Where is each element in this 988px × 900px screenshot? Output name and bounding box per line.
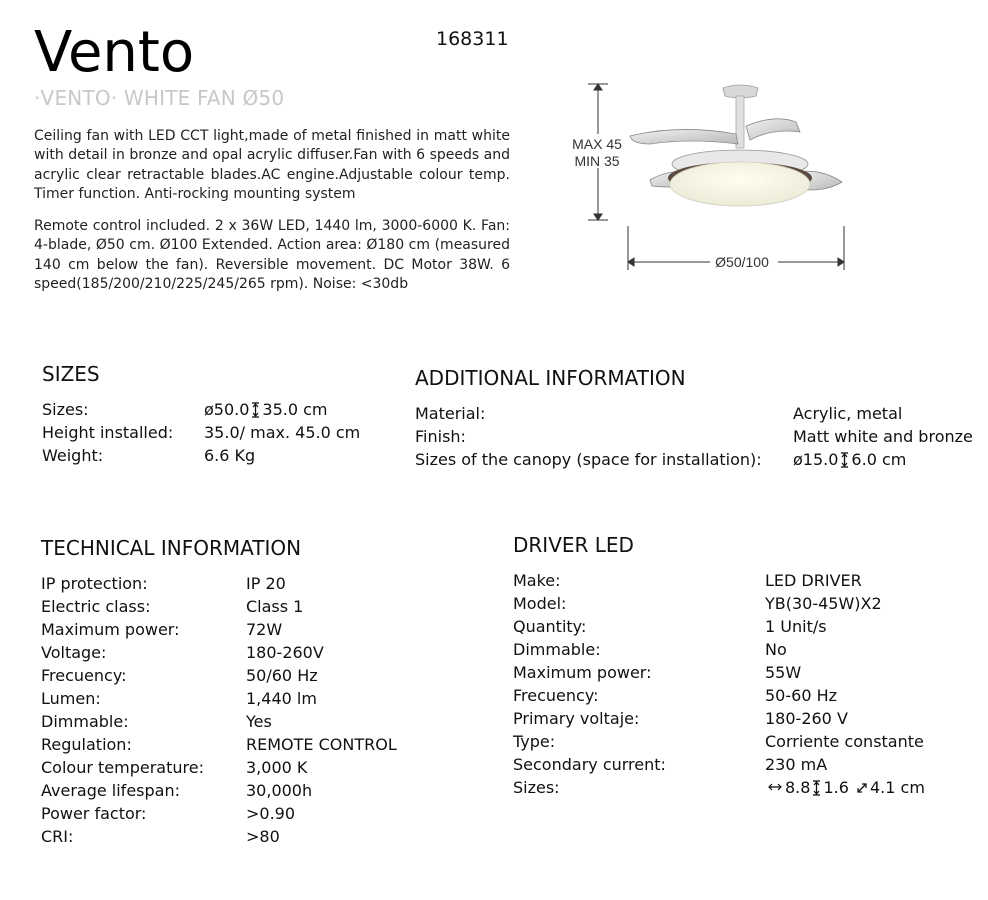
row-label: Make: bbox=[513, 571, 561, 590]
technical-row bbox=[41, 687, 461, 710]
technical-row bbox=[41, 641, 461, 664]
width-arrow-icon bbox=[767, 782, 783, 792]
driver-row bbox=[513, 661, 973, 684]
driver-row-sizes bbox=[513, 776, 973, 799]
row-label: Maximum power: bbox=[513, 663, 652, 682]
additional-row-material bbox=[415, 402, 980, 425]
height-arrow-icon bbox=[251, 402, 260, 418]
description-paragraph-1: Ceiling fan with LED CCT light,made of metal finished in matt white with detail in bronze and opal acrylic diffuser.Fan with 6 speeds and acrylic clear retractable blades.AC engine.Adjustable colour temp. Timer function. Anti-rocking mounting system bbox=[34, 128, 510, 202]
row-value: 1 Unit/s bbox=[765, 617, 827, 636]
height-value: 1.6 bbox=[823, 778, 849, 797]
row-value: 35.0/ max. 45.0 cm bbox=[204, 423, 361, 442]
row-label: Secondary current: bbox=[513, 755, 666, 774]
row-label: Sizes of the canopy (space for installation): bbox=[415, 450, 762, 469]
opal-diffuser bbox=[670, 162, 810, 206]
row-value: 72W bbox=[246, 620, 283, 639]
row-value: Class 1 bbox=[246, 597, 304, 616]
technical-row bbox=[41, 756, 461, 779]
product-subtitle: ·VENTO· WHITE FAN Ø50 bbox=[34, 86, 285, 110]
row-label: Power factor: bbox=[41, 804, 147, 823]
height-arrow-icon bbox=[812, 780, 821, 796]
technical-row bbox=[41, 572, 461, 595]
row-label: Dimmable: bbox=[513, 640, 601, 659]
sizes-row-weight bbox=[42, 444, 382, 467]
row-value: YB(30-45W)X2 bbox=[765, 594, 882, 613]
row-value bbox=[204, 398, 328, 421]
row-label: Colour temperature: bbox=[41, 758, 204, 777]
row-label: Voltage: bbox=[41, 643, 107, 662]
row-value: 30,000h bbox=[246, 781, 313, 800]
row-label: Regulation: bbox=[41, 735, 132, 754]
row-label: IP protection: bbox=[41, 574, 148, 593]
height-value: 6.0 cm bbox=[851, 450, 907, 469]
fan-drawing-svg bbox=[560, 74, 860, 274]
row-value: 3,000 K bbox=[246, 758, 308, 777]
row-value: IP 20 bbox=[246, 574, 286, 593]
row-value: 6.6 Kg bbox=[204, 446, 256, 465]
sizes-row-dimensions bbox=[42, 398, 382, 421]
depth-value: 4.1 cm bbox=[870, 778, 925, 797]
row-value: No bbox=[765, 640, 787, 659]
technical-row bbox=[41, 710, 461, 733]
row-label: CRI: bbox=[41, 827, 74, 846]
row-value: >80 bbox=[246, 827, 280, 846]
product-title: Vento bbox=[34, 20, 195, 85]
row-label: Sizes: bbox=[513, 778, 560, 797]
row-value bbox=[793, 448, 906, 471]
row-label: Frecuency: bbox=[513, 686, 599, 705]
sizes-table bbox=[42, 398, 382, 467]
description-paragraph-2: Remote control included. 2 x 36W LED, 1440 lm, 3000-6000 K. Fan: 4-blade, Ø50 cm. Ø100 Extended. Action area: Ø180 cm (measured 140 cm below the fan). Reversible movement. DC Motor 38W. 6 speed(185/200/210/225/245/265 rpm). Noise: <30db bbox=[34, 218, 510, 292]
row-label: Model: bbox=[513, 594, 567, 613]
driver-table bbox=[513, 569, 973, 799]
driver-row bbox=[513, 684, 973, 707]
technical-table bbox=[41, 572, 461, 848]
row-label: Primary voltaje: bbox=[513, 709, 640, 728]
technical-heading: TECHNICAL INFORMATION bbox=[41, 536, 302, 560]
row-value: Matt white and bronze bbox=[793, 427, 973, 446]
row-label: Dimmable: bbox=[41, 712, 129, 731]
row-label: Electric class: bbox=[41, 597, 151, 616]
fan-technical-drawing bbox=[560, 74, 860, 274]
row-value: 180-260 V bbox=[765, 709, 848, 728]
row-label: Type: bbox=[513, 732, 556, 751]
row-label: Maximum power: bbox=[41, 620, 180, 639]
row-value: 180-260V bbox=[246, 643, 324, 662]
row-value: Acrylic, metal bbox=[793, 404, 903, 423]
sizes-row-height-installed bbox=[42, 421, 382, 444]
row-value: REMOTE CONTROL bbox=[246, 735, 397, 754]
technical-row bbox=[41, 825, 461, 848]
height-arrow-icon bbox=[840, 452, 849, 468]
technical-row bbox=[41, 595, 461, 618]
product-reference: 168311 bbox=[436, 28, 509, 50]
depth-arrow-icon bbox=[856, 782, 868, 794]
row-value: >0.90 bbox=[246, 804, 296, 823]
technical-row bbox=[41, 618, 461, 641]
row-value: LED DRIVER bbox=[765, 571, 862, 590]
row-label: Weight: bbox=[42, 446, 104, 465]
additional-row-finish bbox=[415, 425, 980, 448]
diameter-value: ø15.0 bbox=[793, 450, 839, 469]
row-value: Corriente constante bbox=[765, 732, 924, 751]
row-value: 50/60 Hz bbox=[246, 666, 318, 685]
row-value: 230 mA bbox=[765, 755, 828, 774]
row-value: Yes bbox=[246, 712, 272, 731]
row-value: 50-60 Hz bbox=[765, 686, 838, 705]
technical-row bbox=[41, 664, 461, 687]
additional-table bbox=[415, 402, 980, 471]
driver-row bbox=[513, 753, 973, 776]
driver-row bbox=[513, 592, 973, 615]
driver-row bbox=[513, 638, 973, 661]
row-label: Height installed: bbox=[42, 423, 174, 442]
driver-row bbox=[513, 615, 973, 638]
width-label: Ø50/100 bbox=[715, 254, 769, 270]
row-value bbox=[765, 776, 925, 799]
driver-row bbox=[513, 707, 973, 730]
row-label: Finish: bbox=[415, 427, 466, 446]
row-value: 55W bbox=[765, 663, 802, 682]
technical-row bbox=[41, 733, 461, 756]
technical-row bbox=[41, 779, 461, 802]
diameter-value: ø50.0 bbox=[204, 400, 250, 419]
technical-row bbox=[41, 802, 461, 825]
row-value: 1,440 lm bbox=[246, 689, 317, 708]
row-label: Sizes: bbox=[42, 400, 89, 419]
row-label: Quantity: bbox=[513, 617, 587, 636]
row-label: Material: bbox=[415, 404, 486, 423]
width-value: 8.8 bbox=[785, 778, 811, 797]
row-label: Average lifespan: bbox=[41, 781, 180, 800]
fan-blade-left bbox=[630, 129, 738, 144]
row-label: Frecuency: bbox=[41, 666, 127, 685]
driver-row bbox=[513, 730, 973, 753]
sizes-heading: SIZES bbox=[42, 362, 100, 386]
height-value: 35.0 cm bbox=[262, 400, 328, 419]
driver-heading: DRIVER LED bbox=[513, 533, 634, 557]
driver-row bbox=[513, 569, 973, 592]
height-label-min: MIN 35 bbox=[574, 153, 620, 169]
fan-blade-right bbox=[746, 119, 800, 140]
additional-row-canopy bbox=[415, 448, 980, 471]
height-label-max: MAX 45 bbox=[572, 136, 622, 152]
additional-heading: ADDITIONAL INFORMATION bbox=[415, 366, 686, 390]
row-label: Lumen: bbox=[41, 689, 101, 708]
